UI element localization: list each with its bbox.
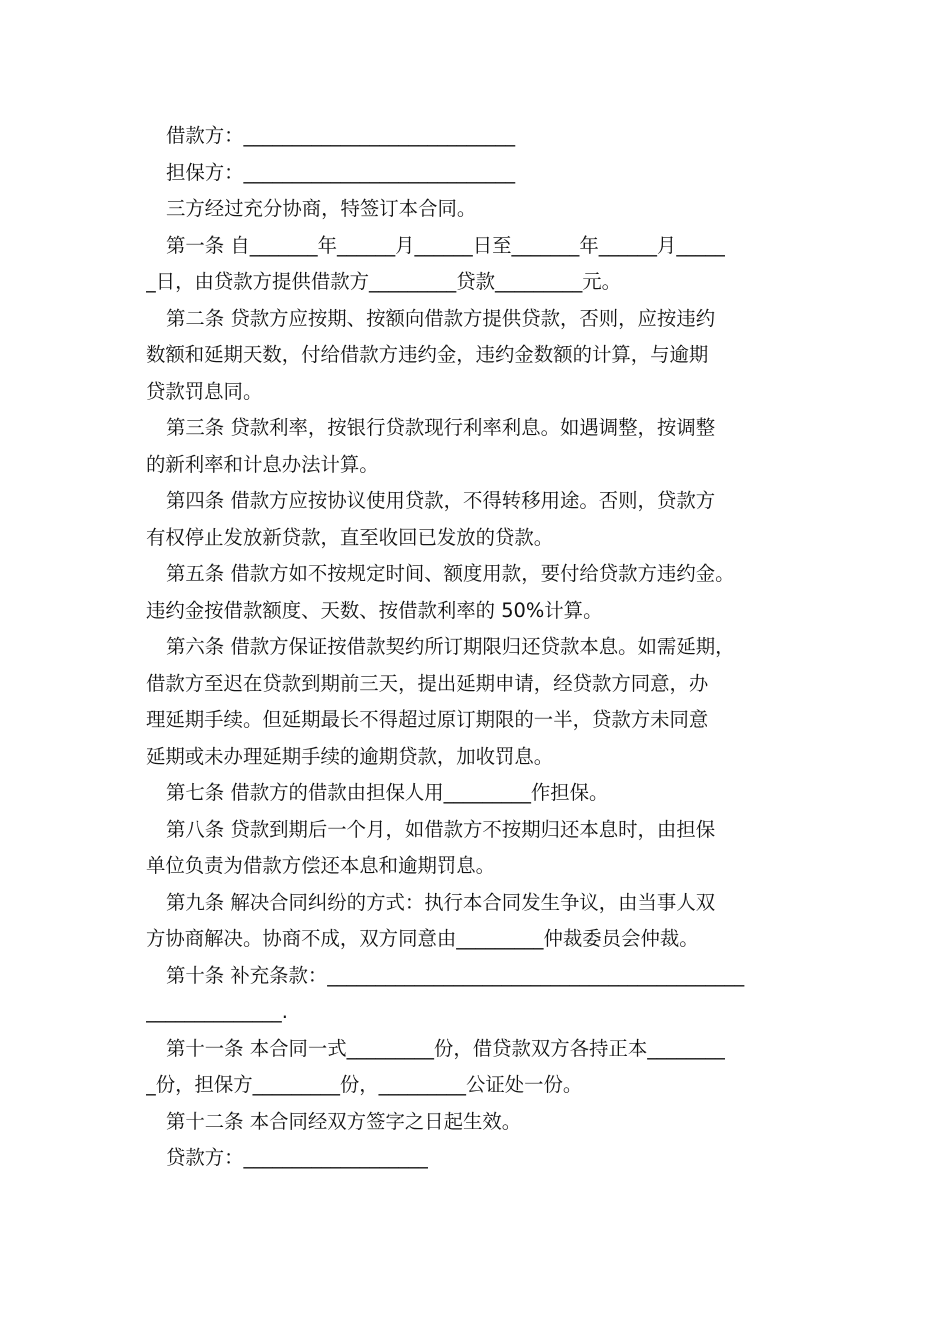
article-9-line-1: 第九条 解决合同纠纷的方式：执行本合同发生争议，由当事人双 bbox=[166, 890, 716, 914]
article-1-line-1: 第一条 自_______年______月______日至_______年______月_____ bbox=[166, 233, 725, 257]
article-6-line-4: 延期或未办理延期手续的逾期贷款，加收罚息。 bbox=[146, 744, 554, 768]
article-12-line-1: 第十二条 本合同经双方签字之日起生效。 bbox=[166, 1109, 522, 1133]
article-6-line-1: 第六条 借款方保证按借款契约所订期限归还贷款本息。如需延期， bbox=[166, 635, 735, 658]
article-8-line-2: 单位负责为借款方偿还本息和逾期罚息。 bbox=[146, 854, 496, 877]
article-10-line-2: ______________. bbox=[146, 1000, 288, 1023]
article-9-line-2: 方协商解决。协商不成，双方同意由_________仲裁委员会仲裁。 bbox=[146, 927, 699, 950]
article-2-line-1: 第二条 贷款方应按期、按额向借款方提供贷款，否则，应按违约 bbox=[166, 306, 716, 330]
article-11-line-1: 第十一条 本合同一式_________份，借贷款双方各持正本________ bbox=[166, 1036, 725, 1060]
article-10-line-1: 第十条 补充条款：___________________________________________ bbox=[166, 963, 745, 987]
article-4-line-1: 第四条 借款方应按协议使用贷款，不得转移用途。否则，贷款方 bbox=[166, 489, 716, 512]
article-11-line-2: _份，担保方_________份，_________公证处一份。 bbox=[146, 1073, 583, 1096]
article-2-line-3: 贷款罚息同。 bbox=[146, 379, 263, 403]
borrower-line: 借款方：____________________________ bbox=[166, 124, 516, 147]
article-7-line-1: 第七条 借款方的借款由担保人用_________作担保。 bbox=[166, 781, 609, 804]
article-5-line-2: 违约金按借款额度、天数、按借款利率的 50%计算。 bbox=[146, 598, 603, 622]
article-6-line-2: 借款方至迟在贷款到期前三天，提出延期申请，经贷款方同意，办 bbox=[146, 671, 709, 695]
article-8-line-1: 第八条 贷款到期后一个月，如借款方不按期归还本息时，由担保 bbox=[166, 817, 716, 841]
preamble: 三方经过充分协商，特签订本合同。 bbox=[166, 197, 477, 220]
article-1-line-2: _日，由贷款方提供借款方_________贷款_________元。 bbox=[146, 270, 622, 293]
article-6-line-3: 理延期手续。但延期最长不得超过原订期限的一半，贷款方未同意 bbox=[146, 708, 709, 731]
article-2-line-2: 数额和延期天数，付给借款方违约金，违约金数额的计算，与逾期 bbox=[146, 343, 709, 366]
article-4-line-2: 有权停止发放新贷款，直至收回已发放的贷款。 bbox=[146, 525, 554, 549]
article-5-line-1: 第五条 借款方如不按规定时间、额度用款，要付给贷款方违约金。 bbox=[166, 562, 735, 585]
lender-line: 贷款方：___________________ bbox=[166, 1146, 428, 1169]
article-3-line-1: 第三条 贷款利率，按银行贷款现行利率利息。如遇调整，按调整 bbox=[166, 416, 716, 439]
guarantor-line: 担保方：____________________________ bbox=[166, 160, 516, 184]
contract-body bbox=[146, 118, 810, 1177]
article-3-line-2: 的新利率和计息办法计算。 bbox=[146, 452, 379, 476]
